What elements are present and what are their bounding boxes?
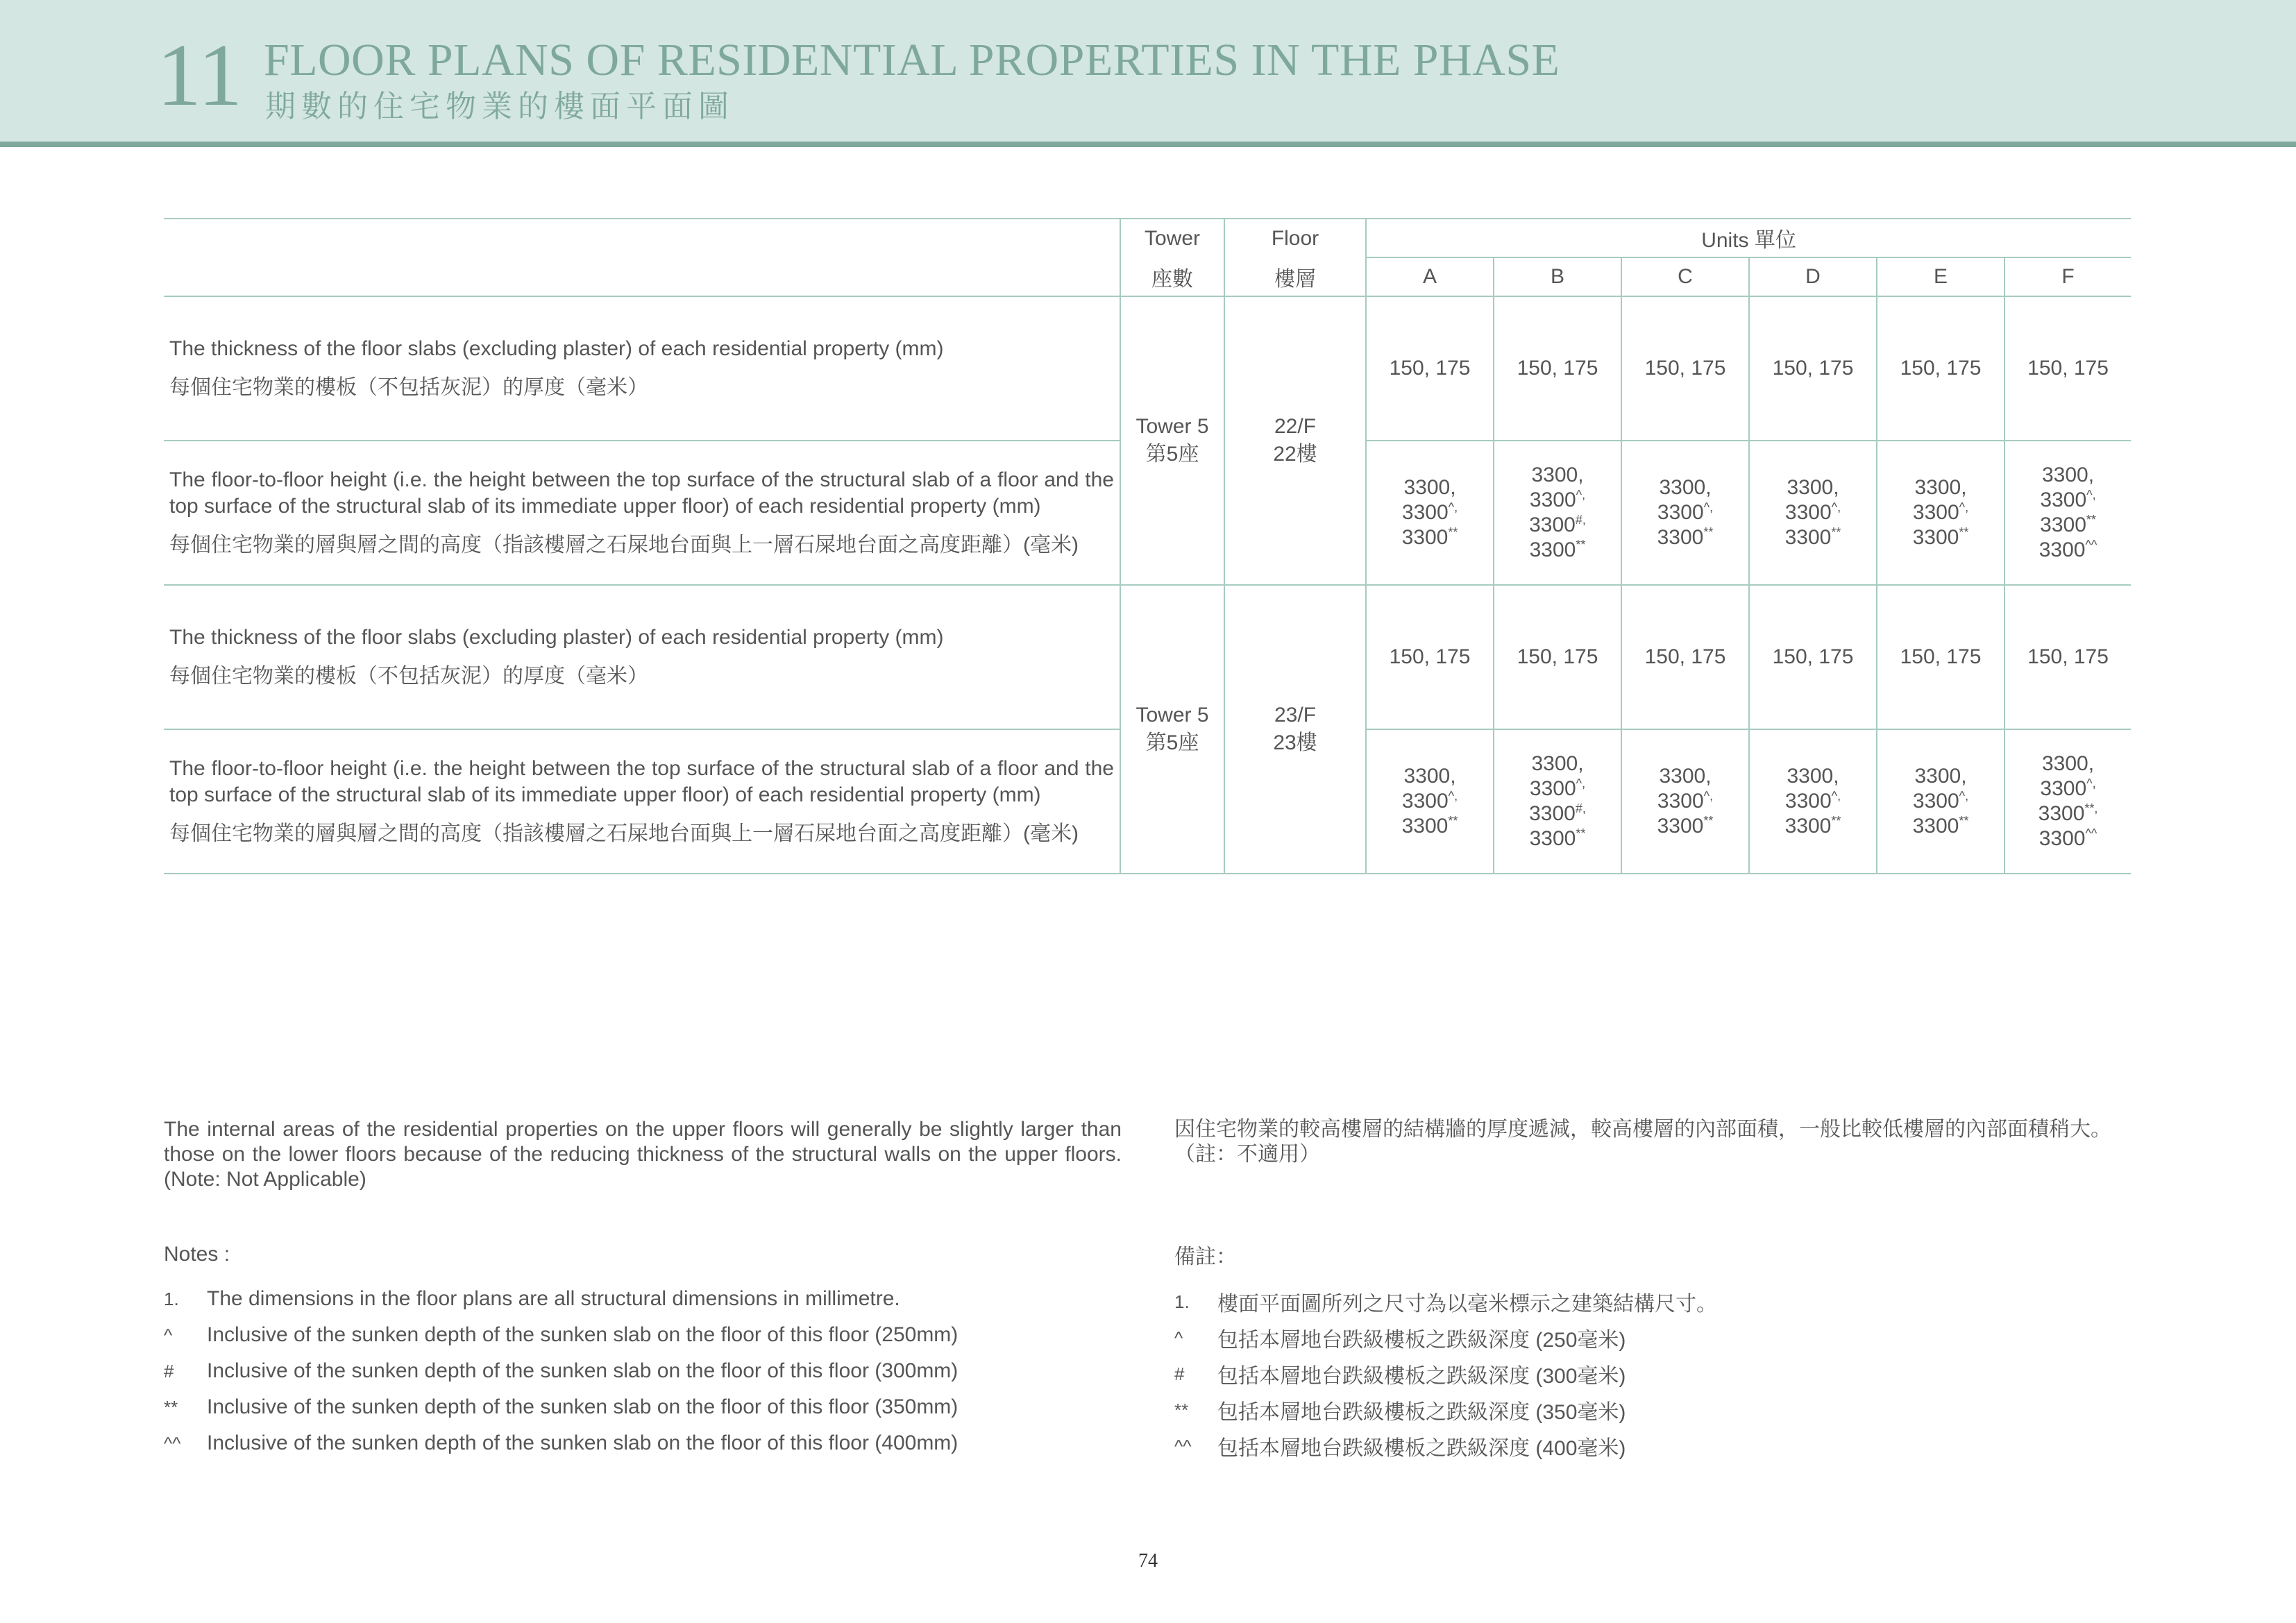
- note-marker: ^: [1174, 1327, 1183, 1348]
- height-value: [2004, 441, 2131, 585]
- floor-header-zh: 樓層: [1224, 257, 1366, 296]
- height-value-line: [1494, 826, 1621, 851]
- notes-en: [164, 1242, 1149, 1461]
- height-number: 3300: [1529, 538, 1576, 561]
- height-value-line: [1494, 513, 1621, 538]
- unit-col-e: E: [1877, 257, 2004, 296]
- footnote-marker: ^,: [1959, 789, 1969, 803]
- thickness-value: 150, 175: [1877, 296, 2004, 441]
- note-item: [1174, 1356, 2132, 1392]
- note-text: Inclusive of the sunken depth of the sunken slab on the floor of this floor (400mm): [207, 1431, 959, 1454]
- note-item: [1174, 1392, 2132, 1428]
- floor-name-en: 22/F: [1274, 415, 1317, 438]
- height-number: 3300,: [1659, 476, 1712, 499]
- footnote-marker: ^,: [1703, 789, 1714, 803]
- height-value-line: [2005, 751, 2131, 776]
- units-header: Units 單位: [1366, 219, 2131, 257]
- height-number: 3300,: [1787, 765, 1839, 788]
- note-text: Inclusive of the sunken depth of the sunken slab on the floor of this floor (300mm): [207, 1359, 959, 1382]
- height-value: [1877, 441, 2004, 585]
- floor-name-zh: 23樓: [1273, 731, 1317, 754]
- note-marker: 1.: [1174, 1291, 1190, 1312]
- height-number: 3300,: [2041, 752, 2095, 775]
- height-value-line: [1750, 475, 1876, 500]
- height-value: [2004, 729, 2131, 874]
- note-text: 包括本層地台跌級樓板之跌級深度 (400毫米): [1217, 1437, 1626, 1460]
- thickness-value: 150, 175: [1494, 296, 1621, 441]
- height-number: 3300: [1912, 790, 1959, 813]
- height-value: [1366, 729, 1494, 874]
- height-value-line: [1494, 801, 1621, 826]
- tower-name-zh: 第5座: [1145, 731, 1199, 754]
- height-value-line: [1494, 751, 1621, 776]
- height-value-line: [1877, 764, 2004, 789]
- notes-zh-list: [1174, 1284, 2132, 1464]
- table-row-thickness: [164, 585, 2131, 729]
- height-description: [164, 729, 1120, 874]
- footnote-marker: **: [1576, 826, 1586, 840]
- height-number: 3300: [2038, 827, 2086, 850]
- height-value-line: [1622, 500, 1748, 525]
- header-blank-cell: [164, 219, 1120, 296]
- height-value-line: [1622, 764, 1748, 789]
- page-header: [0, 0, 2296, 147]
- thickness-value: 150, 175: [1366, 585, 1494, 729]
- height-number: 3300: [2040, 777, 2087, 800]
- height-value: [1877, 729, 2004, 874]
- height-value-line: [1877, 814, 2004, 839]
- height-value-line: [1622, 814, 1748, 839]
- floor-name-zh: 22樓: [1273, 443, 1317, 466]
- tower-header-zh: 座數: [1120, 257, 1224, 296]
- height-number: 3300: [1529, 802, 1576, 825]
- height-value-line: [2005, 488, 2131, 513]
- height-number: 3300: [1529, 488, 1576, 511]
- height-number: 3300: [1529, 827, 1576, 850]
- note-marker: ^^: [1174, 1435, 1192, 1456]
- note-marker: ^^: [164, 1432, 181, 1454]
- height-value-line: [2005, 463, 2131, 488]
- height-desc-zh: 每個住宅物業的層與層之間的高度（指該樓層之石屎地台面與上一層石屎地台面之高度距離）(毫米): [169, 534, 1079, 556]
- height-number: 3300: [2038, 538, 2086, 561]
- height-value-line: [1494, 488, 1621, 513]
- unit-col-c: C: [1621, 257, 1749, 296]
- tower-name-en: Tower 5: [1136, 415, 1209, 438]
- footnote-marker: **: [1576, 538, 1586, 552]
- footnote-marker: ^^: [2085, 538, 2097, 552]
- notes-title-zh: 備註：: [1174, 1246, 1237, 1268]
- section-number: 11: [157, 26, 243, 124]
- footnote-marker: **: [2086, 513, 2096, 527]
- note-item: [164, 1389, 1149, 1425]
- footnote-marker: ^,: [1448, 500, 1458, 514]
- thickness-value: 150, 175: [1749, 585, 1877, 729]
- footnote-marker: **: [1959, 525, 1969, 539]
- thickness-value: 150, 175: [2004, 585, 2131, 729]
- footnote-marker: **: [1703, 814, 1714, 828]
- note-item: [1174, 1428, 2132, 1464]
- note-marker: #: [164, 1360, 174, 1382]
- height-value-line: [1622, 525, 1748, 550]
- thickness-value: 150, 175: [1621, 296, 1749, 441]
- footnote-marker: #,: [1575, 513, 1586, 527]
- height-number: 3300,: [2041, 464, 2095, 486]
- page-number: 74: [1138, 1550, 1158, 1572]
- height-value-line: [1494, 463, 1621, 488]
- footnote-marker: **: [1831, 814, 1841, 828]
- height-value: [1621, 441, 1749, 585]
- height-value-line: [1367, 814, 1493, 839]
- height-value-line: [2005, 801, 2131, 826]
- note-item: [164, 1353, 1149, 1389]
- height-value-line: [1877, 500, 2004, 525]
- height-number: 3300: [1912, 815, 1959, 838]
- height-value-line: [1494, 538, 1621, 563]
- height-number: 3300,: [1787, 476, 1839, 499]
- height-value-line: [1367, 500, 1493, 525]
- thickness-value: 150, 175: [1621, 585, 1749, 729]
- height-number: 3300,: [1403, 765, 1456, 788]
- note-item: [164, 1281, 1149, 1317]
- notes-en-list: [164, 1281, 1149, 1461]
- height-description: [164, 441, 1120, 585]
- footnote-marker: ^,: [1448, 789, 1458, 803]
- note-text: 包括本層地台跌級樓板之跌級深度 (350毫米): [1217, 1401, 1626, 1424]
- height-number: 3300: [1784, 815, 1832, 838]
- height-value-line: [2005, 538, 2131, 563]
- height-number: 3300,: [1659, 765, 1712, 788]
- notes-title-en: Notes :: [164, 1243, 230, 1266]
- height-number: 3300: [1529, 777, 1576, 800]
- unit-col-b: B: [1494, 257, 1621, 296]
- unit-col-a: A: [1366, 257, 1494, 296]
- floor-spec-table: [164, 218, 2131, 874]
- thickness-desc-en: The thickness of the floor slabs (excluding plaster) of each residential property (mm): [169, 626, 944, 649]
- height-desc-zh: 每個住宅物業的層與層之間的高度（指該樓層之石屎地台面與上一層石屎地台面之高度距離）(毫米): [169, 822, 1079, 845]
- thickness-description: [164, 296, 1120, 441]
- height-number: 3300: [1657, 501, 1704, 524]
- tower-header-en: Tower: [1120, 219, 1224, 257]
- section-title-zh: 期數的住宅物業的樓面平面圖: [265, 89, 734, 124]
- note-text: 包括本層地台跌級樓板之跌級深度 (250毫米): [1217, 1329, 1626, 1352]
- note-item: [1174, 1284, 2132, 1320]
- height-value-line: [1367, 475, 1493, 500]
- height-value-line: [1622, 475, 1748, 500]
- thickness-value: 150, 175: [1749, 296, 1877, 441]
- thickness-value: 150, 175: [2004, 296, 2131, 441]
- footnote-marker: **: [1448, 814, 1458, 828]
- height-number: 3300: [1784, 501, 1832, 524]
- footnote-marker: ^,: [1959, 500, 1969, 514]
- footnote-marker: ^,: [1576, 776, 1586, 790]
- height-value-line: [1750, 764, 1876, 789]
- thickness-desc-en: The thickness of the floor slabs (excluding plaster) of each residential property (mm): [169, 337, 944, 360]
- height-value: [1494, 441, 1621, 585]
- height-value-line: [1750, 525, 1876, 550]
- footnote-marker: ^,: [1831, 789, 1841, 803]
- thickness-value: 150, 175: [1366, 296, 1494, 441]
- notes-zh: [1174, 1245, 2132, 1464]
- height-number: 3300: [2040, 488, 2087, 511]
- note-text: Inclusive of the sunken depth of the sunken slab on the floor of this floor (250mm): [207, 1323, 959, 1346]
- height-value-line: [2005, 826, 2131, 851]
- footnote-marker: ^,: [1576, 488, 1586, 502]
- height-number: 3300: [1784, 790, 1832, 813]
- floor-header-en: Floor: [1224, 219, 1366, 257]
- tower-name-en: Tower 5: [1136, 704, 1209, 726]
- floor-name-en: 23/F: [1274, 704, 1317, 726]
- unit-col-d: D: [1749, 257, 1877, 296]
- height-number: 3300: [1657, 790, 1704, 813]
- height-number: 3300,: [1914, 765, 1967, 788]
- height-number: 3300: [1529, 513, 1576, 536]
- note-text: Inclusive of the sunken depth of the sunken slab on the floor of this floor (350mm): [207, 1395, 959, 1418]
- note-text: 包括本層地台跌級樓板之跌級深度 (300毫米): [1217, 1365, 1626, 1388]
- height-value-line: [1367, 525, 1493, 550]
- section-title-en: FLOOR PLANS OF RESIDENTIAL PROPERTIES IN THE PHASE: [264, 35, 1560, 85]
- thickness-description: [164, 585, 1120, 729]
- height-number: 3300: [2040, 513, 2086, 536]
- height-value-line: [2005, 776, 2131, 801]
- footnote-marker: **: [1448, 525, 1458, 539]
- height-value-line: [1367, 789, 1493, 814]
- footnote-marker: ^,: [1831, 500, 1841, 514]
- height-number: 3300: [1401, 526, 1449, 549]
- internal-area-note-zh: 因住宅物業的較高樓層的結構牆的厚度遞減，較高樓層的內部面積，一般比較低樓層的內部面積稍大。（註：不適用）: [1174, 1118, 2111, 1166]
- table-header-row-1: [164, 219, 2131, 257]
- thickness-desc-zh: 每個住宅物業的樓板（不包括灰泥）的厚度（毫米）: [169, 665, 648, 688]
- footnote-marker: **,: [2084, 801, 2098, 815]
- height-value-line: [1877, 475, 2004, 500]
- tower-cell: [1120, 585, 1224, 874]
- footnote-marker: **: [1959, 814, 1969, 828]
- floor-cell: [1224, 585, 1366, 874]
- height-value-line: [1750, 789, 1876, 814]
- height-number: 3300,: [1403, 476, 1456, 499]
- note-marker: #: [1174, 1363, 1185, 1384]
- height-desc-en: The floor-to-floor height (i.e. the height between the top surface of the structural slab of a floor and the top surface of the structural slab of its immediate upper floor) of each residential property (mm): [169, 757, 1114, 806]
- unit-col-f: F: [2004, 257, 2131, 296]
- height-desc-en: The floor-to-floor height (i.e. the height between the top surface of the structural slab of a floor and the top surface of the structural slab of its immediate upper floor) of each residential property (mm): [169, 468, 1114, 518]
- height-value: [1621, 729, 1749, 874]
- height-value-line: [2005, 513, 2131, 538]
- floor-cell: [1224, 296, 1366, 585]
- footnote-marker: ^,: [1703, 500, 1714, 514]
- footnote-marker: ^^: [2085, 826, 2097, 840]
- table-row-thickness: [164, 296, 2131, 441]
- internal-area-note-en: The internal areas of the residential properties on the upper floors will generally be slightly larger than those on the lower floors because of the reducing thickness of the structural walls on the upper floors. (Note: Not Applicable): [164, 1118, 1122, 1191]
- height-number: 3300: [1657, 815, 1704, 838]
- height-number: 3300,: [1914, 476, 1967, 499]
- footnote-marker: ^,: [2086, 776, 2096, 790]
- height-number: 3300: [1912, 501, 1959, 524]
- note-item: [164, 1425, 1149, 1461]
- note-marker: ^: [164, 1324, 173, 1345]
- height-value: [1494, 729, 1621, 874]
- height-value-line: [1494, 776, 1621, 801]
- note-marker: 1.: [164, 1288, 179, 1309]
- footnote-marker: **: [1831, 525, 1841, 539]
- note-text: 樓面平面圖所列之尺寸為以毫米標示之建築結構尺寸。: [1217, 1293, 1717, 1316]
- note-text: The dimensions in the floor plans are all structural dimensions in millimetre.: [207, 1287, 900, 1310]
- height-number: 3300: [1401, 790, 1449, 813]
- footnote-marker: #,: [1575, 801, 1586, 815]
- height-value: [1749, 729, 1877, 874]
- height-number: 3300: [1912, 526, 1959, 549]
- height-value-line: [1750, 814, 1876, 839]
- height-value-line: [1877, 525, 2004, 550]
- height-value-line: [1750, 500, 1876, 525]
- thickness-desc-zh: 每個住宅物業的樓板（不包括灰泥）的厚度（毫米）: [169, 376, 648, 399]
- height-number: 3300,: [1531, 752, 1584, 775]
- height-number: 3300: [1784, 526, 1832, 549]
- height-number: 3300: [1657, 526, 1704, 549]
- height-number: 3300: [1401, 815, 1449, 838]
- note-item: [164, 1317, 1149, 1353]
- height-value: [1366, 441, 1494, 585]
- height-number: 3300: [2038, 802, 2085, 825]
- note-marker: **: [1174, 1399, 1189, 1420]
- height-value-line: [1877, 789, 2004, 814]
- footnote-marker: **: [1703, 525, 1714, 539]
- note-marker: **: [164, 1396, 178, 1418]
- footnote-marker: ^,: [2086, 488, 2096, 502]
- thickness-value: 150, 175: [1494, 585, 1621, 729]
- height-number: 3300,: [1531, 464, 1584, 486]
- tower-name-zh: 第5座: [1145, 443, 1199, 466]
- tower-cell: [1120, 296, 1224, 585]
- height-number: 3300: [1401, 501, 1449, 524]
- height-value: [1749, 441, 1877, 585]
- height-value-line: [1367, 764, 1493, 789]
- note-item: [1174, 1320, 2132, 1356]
- thickness-value: 150, 175: [1877, 585, 2004, 729]
- height-value-line: [1622, 789, 1748, 814]
